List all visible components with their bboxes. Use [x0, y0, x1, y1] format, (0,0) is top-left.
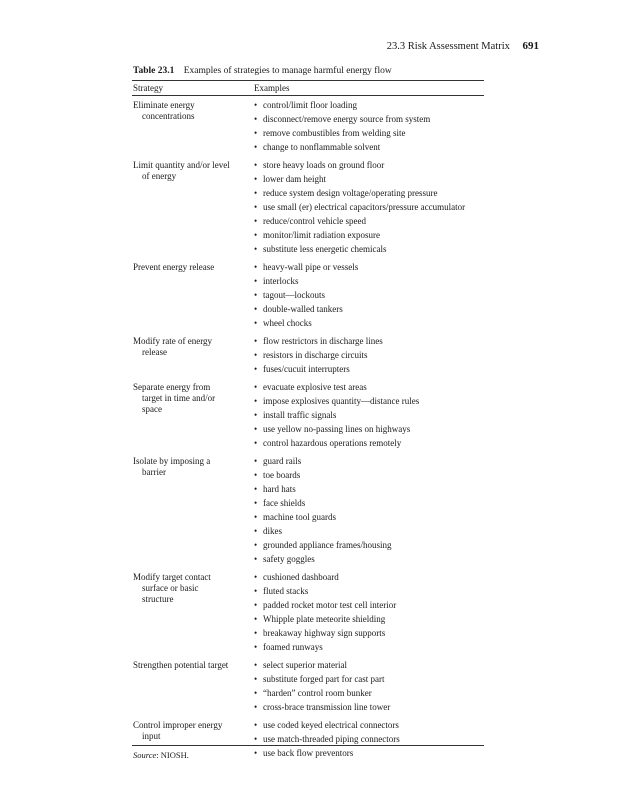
- example-item: [254, 318, 483, 332]
- example-text: use small (er) electrical capacitors/pressure accumulator: [263, 202, 466, 212]
- table-header-rule: [132, 95, 484, 96]
- example-text: use match-threaded piping connectors: [263, 734, 400, 744]
- strategy-line: structure: [142, 594, 174, 604]
- examples-cell: [254, 572, 483, 656]
- bullet-icon: •: [254, 100, 258, 110]
- table-row: [133, 160, 483, 258]
- table-body: [133, 100, 483, 766]
- example-item: [254, 244, 483, 258]
- bullet-icon: •: [254, 470, 258, 480]
- example-text: “harden” control room bunker: [263, 688, 372, 698]
- bullet-icon: •: [254, 438, 258, 448]
- bullet-icon: •: [254, 350, 258, 360]
- example-text: flow restrictors in discharge lines: [263, 336, 383, 346]
- bullet-icon: •: [254, 216, 258, 226]
- bullet-icon: •: [254, 734, 258, 744]
- example-item: [254, 456, 483, 470]
- bullet-icon: •: [254, 660, 258, 670]
- bullet-icon: •: [254, 600, 258, 610]
- example-text: install traffic signals: [263, 410, 337, 420]
- strategy-line: Separate energy from: [133, 382, 211, 392]
- example-item: [254, 600, 483, 614]
- example-item: [254, 216, 483, 230]
- strategy-line: Prevent energy release: [133, 262, 215, 272]
- strategy-line: barrier: [142, 467, 166, 477]
- strategy-line: release: [142, 347, 167, 357]
- examples-cell: [254, 382, 483, 452]
- example-item: [254, 438, 483, 452]
- example-item: [254, 660, 483, 674]
- bullet-icon: •: [254, 456, 258, 466]
- strategy-line: Strengthen potential target: [133, 660, 229, 670]
- bullet-icon: •: [254, 188, 258, 198]
- example-item: [254, 720, 483, 734]
- example-item: [254, 114, 483, 128]
- table-row: [133, 100, 483, 156]
- example-item: [254, 174, 483, 188]
- example-text: cushioned dashboard: [263, 572, 339, 582]
- example-item: [254, 642, 483, 656]
- example-text: lower dam height: [263, 174, 326, 184]
- examples-cell: [254, 720, 483, 762]
- example-text: select superior material: [263, 660, 347, 670]
- example-text: foamed runways: [263, 642, 323, 652]
- bullet-icon: •: [254, 128, 258, 138]
- bullet-icon: •: [254, 304, 258, 314]
- strategy-line: space: [142, 404, 162, 414]
- example-text: substitute forged part for cast part: [263, 674, 385, 684]
- example-item: [254, 572, 483, 586]
- table-row: [133, 336, 483, 378]
- example-text: Whipple plate meteorite shielding: [263, 614, 386, 624]
- bullet-icon: •: [254, 498, 258, 508]
- bullet-icon: •: [254, 484, 258, 494]
- example-item: [254, 688, 483, 702]
- example-item: [254, 410, 483, 424]
- bullet-icon: •: [254, 586, 258, 596]
- example-text: interlocks: [263, 276, 299, 286]
- bullet-icon: •: [254, 424, 258, 434]
- example-text: use coded keyed electrical connectors: [263, 720, 399, 730]
- table-row: [133, 456, 483, 568]
- bullet-icon: •: [254, 748, 258, 758]
- example-item: [254, 276, 483, 290]
- example-text: cross-brace transmission line tower: [263, 702, 391, 712]
- strategy-cell: [133, 456, 254, 568]
- strategy-cell: [133, 336, 254, 378]
- example-text: breakaway highway sign supports: [263, 628, 386, 638]
- source-text: : NIOSH.: [156, 750, 189, 760]
- strategy-cell: [133, 382, 254, 452]
- example-item: [254, 512, 483, 526]
- examples-cell: [254, 336, 483, 378]
- table-title: Examples of strategies to manage harmful energy flow: [183, 66, 392, 76]
- bullet-icon: •: [254, 688, 258, 698]
- example-item: [254, 290, 483, 304]
- example-item: [254, 526, 483, 540]
- table-bottom-rule: [132, 745, 484, 746]
- bullet-icon: •: [254, 702, 258, 712]
- example-text: machine tool guards: [263, 512, 336, 522]
- column-header-examples: Examples: [254, 83, 290, 93]
- strategy-line: target in time and/or: [142, 393, 216, 403]
- strategy-cell: [133, 572, 254, 656]
- example-text: safety goggles: [263, 554, 315, 564]
- table-label: Table 23.1: [133, 66, 175, 76]
- strategy-line: Control improper energy: [133, 720, 223, 730]
- example-item: [254, 498, 483, 512]
- table-row: [133, 382, 483, 452]
- bullet-icon: •: [254, 318, 258, 328]
- bullet-icon: •: [254, 540, 258, 550]
- bullet-icon: •: [254, 114, 258, 124]
- table-source: [133, 750, 189, 760]
- example-item: [254, 396, 483, 410]
- bullet-icon: •: [254, 230, 258, 240]
- example-text: control/limit floor loading: [263, 100, 357, 110]
- example-item: [254, 484, 483, 498]
- example-text: remove combustibles from welding site: [263, 128, 406, 138]
- example-item: [254, 748, 483, 762]
- bullet-icon: •: [254, 572, 258, 582]
- bullet-icon: •: [254, 382, 258, 392]
- bullet-icon: •: [254, 526, 258, 536]
- example-item: [254, 470, 483, 484]
- example-item: [254, 628, 483, 642]
- source-label: Source: [133, 750, 157, 760]
- example-text: toe boards: [263, 470, 301, 480]
- bullet-icon: •: [254, 720, 258, 730]
- bullet-icon: •: [254, 674, 258, 684]
- column-header-strategy: Strategy: [133, 83, 163, 93]
- example-item: [254, 614, 483, 628]
- bullet-icon: •: [254, 396, 258, 406]
- page-number: 691: [522, 40, 539, 52]
- example-text: guard rails: [263, 456, 302, 466]
- example-text: padded rocket motor test cell interior: [263, 600, 397, 610]
- bullet-icon: •: [254, 202, 258, 212]
- bullet-icon: •: [254, 142, 258, 152]
- strategy-cell: [133, 100, 254, 156]
- example-text: resistors in discharge circuits: [263, 350, 368, 360]
- table-row: [133, 572, 483, 656]
- running-head: [387, 40, 539, 52]
- example-text: substitute less energetic chemicals: [263, 244, 387, 254]
- example-text: change to nonflammable solvent: [263, 142, 381, 152]
- example-item: [254, 202, 483, 216]
- example-item: [254, 230, 483, 244]
- examples-cell: [254, 160, 483, 258]
- bullet-icon: •: [254, 554, 258, 564]
- strategy-cell: [133, 660, 254, 716]
- example-item: [254, 128, 483, 142]
- example-text: double-walled tankers: [263, 304, 343, 314]
- bullet-icon: •: [254, 290, 258, 300]
- table-row: [133, 262, 483, 332]
- example-item: [254, 336, 483, 350]
- bullet-icon: •: [254, 160, 258, 170]
- strategy-cell: [133, 160, 254, 258]
- strategy-cell: [133, 262, 254, 332]
- strategy-line: Eliminate energy: [133, 100, 195, 110]
- examples-cell: [254, 262, 483, 332]
- examples-cell: [254, 100, 483, 156]
- bullet-icon: •: [254, 364, 258, 374]
- example-item: [254, 382, 483, 396]
- example-text: evacuate explosive test areas: [263, 382, 367, 392]
- table-caption: [133, 66, 392, 76]
- example-text: impose explosives quantity—distance rules: [263, 396, 420, 406]
- example-text: use back flow preventors: [263, 748, 354, 758]
- example-item: [254, 424, 483, 438]
- bullet-icon: •: [254, 336, 258, 346]
- example-text: tagout—lockouts: [263, 290, 325, 300]
- strategy-line: Modify target contact: [133, 572, 211, 582]
- examples-cell: [254, 660, 483, 716]
- example-item: [254, 540, 483, 554]
- bullet-icon: •: [254, 262, 258, 272]
- example-text: store heavy loads on ground floor: [263, 160, 385, 170]
- bullet-icon: •: [254, 244, 258, 254]
- bullet-icon: •: [254, 614, 258, 624]
- example-text: fluted stacks: [263, 586, 309, 596]
- strategy-line: Isolate by imposing a: [133, 456, 211, 466]
- strategy-line: surface or basic: [142, 583, 199, 593]
- example-text: disconnect/remove energy source from system: [263, 114, 431, 124]
- example-text: reduce system design voltage/operating pressure: [263, 188, 438, 198]
- example-item: [254, 100, 483, 114]
- example-text: dikes: [263, 526, 282, 536]
- example-text: heavy-wall pipe or vessels: [263, 262, 359, 272]
- example-text: monitor/limit radiation exposure: [263, 230, 380, 240]
- example-item: [254, 674, 483, 688]
- example-text: grounded appliance frames/housing: [263, 540, 392, 550]
- strategy-line: concentrations: [142, 111, 195, 121]
- bullet-icon: •: [254, 410, 258, 420]
- example-text: reduce/control vehicle speed: [263, 216, 366, 226]
- example-item: [254, 304, 483, 318]
- example-item: [254, 350, 483, 364]
- example-item: [254, 160, 483, 174]
- bullet-icon: •: [254, 174, 258, 184]
- example-item: [254, 586, 483, 600]
- table-top-rule: [132, 80, 484, 81]
- example-item: [254, 554, 483, 568]
- example-item: [254, 142, 483, 156]
- example-text: use yellow no-passing lines on highways: [263, 424, 411, 434]
- example-text: hard hats: [263, 484, 296, 494]
- example-text: control hazardous operations remotely: [263, 438, 402, 448]
- bullet-icon: •: [254, 642, 258, 652]
- bullet-icon: •: [254, 628, 258, 638]
- example-text: face shields: [263, 498, 306, 508]
- example-item: [254, 188, 483, 202]
- strategy-line: input: [142, 731, 161, 741]
- strategy-line: Limit quantity and/or level: [133, 160, 230, 170]
- table-row: [133, 660, 483, 716]
- examples-cell: [254, 456, 483, 568]
- bullet-icon: •: [254, 512, 258, 522]
- bullet-icon: •: [254, 276, 258, 286]
- section-title: 23.3 Risk Assessment Matrix: [386, 41, 510, 52]
- example-text: wheel chocks: [263, 318, 312, 328]
- strategy-line: of energy: [142, 171, 177, 181]
- example-item: [254, 702, 483, 716]
- strategy-line: Modify rate of energy: [133, 336, 213, 346]
- example-text: fuses/cucuit interrupters: [263, 364, 350, 374]
- example-item: [254, 364, 483, 378]
- example-item: [254, 262, 483, 276]
